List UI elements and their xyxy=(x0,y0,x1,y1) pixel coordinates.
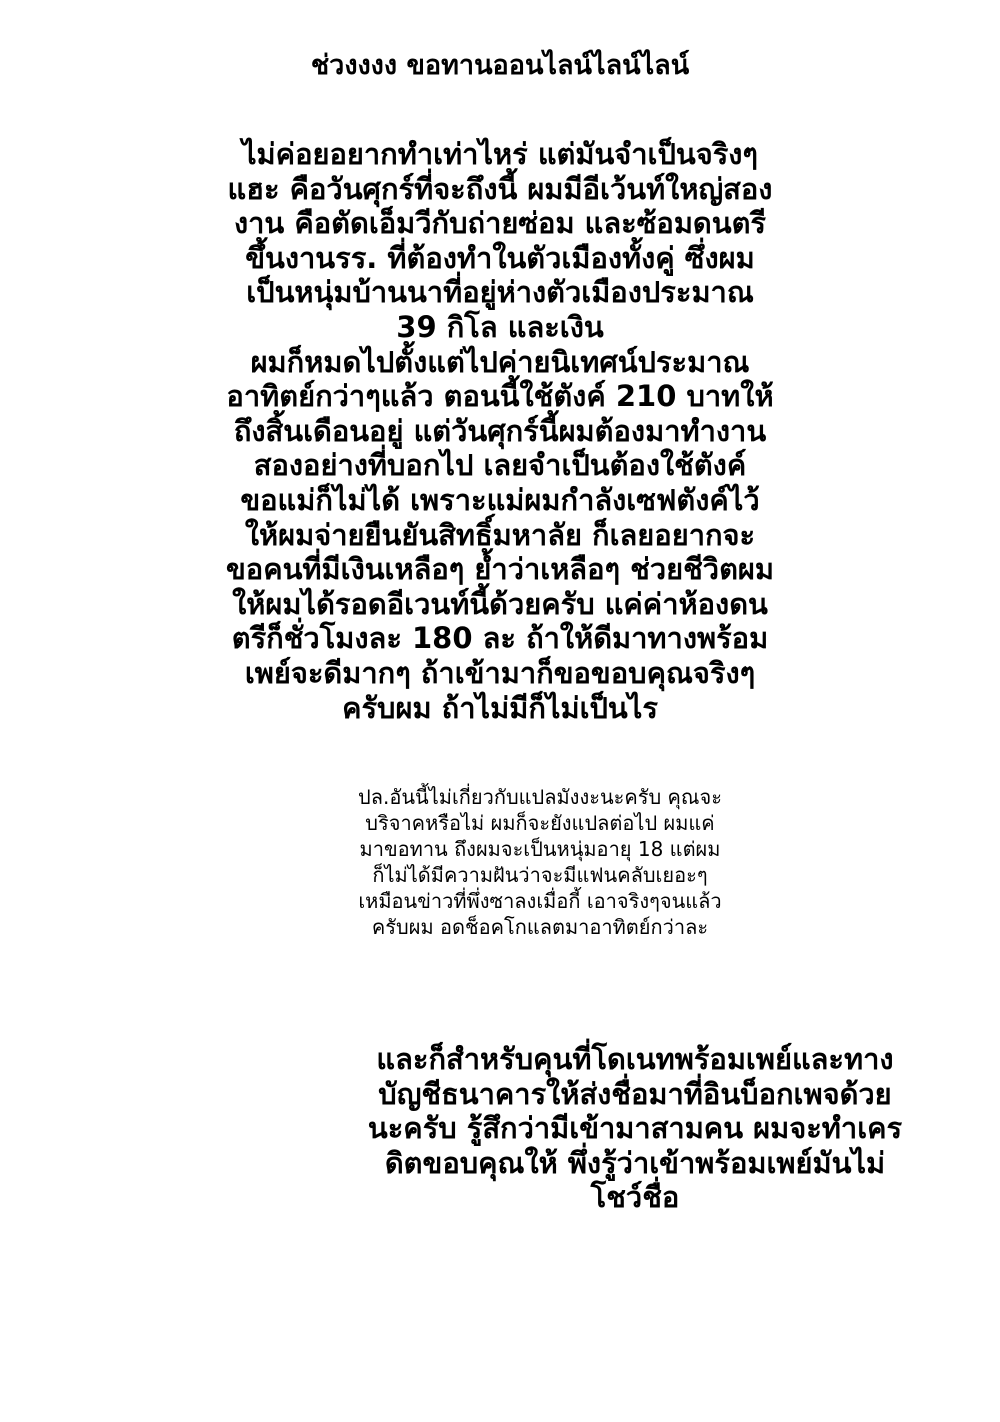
note-text-line: ครับผม อดช็อคโกแลตมาอาทิตย์กว่าละ xyxy=(371,915,709,939)
main-text-line: สองอย่างที่บอกไป เลยจำเป็นต้องใช้ตังค์ xyxy=(253,448,747,483)
page-title: ช่วงงงง ขอทานออนไลน์ไลน์ไลน์ xyxy=(310,50,690,81)
note-text-line: เหมือนข่าวที่พึ่งซาลงเมื่อกี้ เอาจริงๆจนแล้ว xyxy=(358,889,722,913)
credit-text-line: บัญชีธนาคารให้ส่งชื่อมาที่อินบ็อกเพจด้วย xyxy=(378,1076,892,1111)
main-text-line: แฮะ คือวันศุกร์ที่จะถึงนี้ ผมมีอีเว้นท์ใหญ่สอง xyxy=(227,171,773,206)
main-text-line: เป็นหนุ่มบ้านนาที่อยู่ห่างตัวเมืองประมาณ xyxy=(246,275,754,310)
main-text-line: อาทิตย์กว่าๆแล้ว ตอนนี้ใช้ตังค์ 210 บาทให้ xyxy=(226,379,774,414)
credit-text-line: โชว์ชื่อ xyxy=(590,1180,680,1215)
main-text-line: ให้ผมได้รอดอีเวนท์นี้ด้วยครับ แค่ค่าห้องดน xyxy=(232,586,768,621)
main-text-line: ผมก็หมดไปตั้งแต่ไปค่ายนิเทศน์ประมาณ xyxy=(250,344,750,379)
main-text-line: ครับผม ถ้าไม่มีก็ไม่เป็นไร xyxy=(342,690,658,725)
main-text-line: 39 กิโล และเงิน xyxy=(396,309,604,344)
main-text-line: ถึงสิ้นเดือนอยู่ แต่วันศุกร์นี้ผมต้องมาทำงาน xyxy=(233,413,767,448)
note-text-line: ก็ไม่ได้มีความฝันว่าจะมีแฟนคลับเยอะๆ xyxy=(372,863,708,887)
credit-text-line: นะครับ รู้สึกว่ามีเข้ามาสามคน ผมจะทำเคร xyxy=(367,1111,903,1146)
main-text-line: ให้ผมจ่ายยืนยันสิทธิ์มหาลัย ก็เลยอยากจะ xyxy=(244,517,756,552)
main-message xyxy=(140,137,860,725)
postscript-note xyxy=(280,784,800,940)
note-text-line: ปล.อันนี้ไม่เกี่ยวกับแปลมังงะนะครับ คุณจะ xyxy=(358,785,722,809)
donor-credit-message xyxy=(330,1042,940,1215)
note-text-line: มาขอทาน ถึงผมจะเป็นหนุ่มอายุ 18 แต่ผม xyxy=(359,837,721,861)
main-text-line: ขอแม่ก็ไม่ได้ เพราะแม่ผมกำลังเซฟตังค์ไว้ xyxy=(240,482,760,517)
main-text-line: งาน คือตัดเอ็มวีกับถ่ายซ่อม และซ้อมดนตรี xyxy=(233,206,766,241)
main-text-line: เพย์จะดีมากๆ ถ้าเข้ามาก็ขอขอบคุณจริงๆ xyxy=(244,655,756,690)
main-text-line: ขึ้นงานรร. ที่ต้องทำในตัวเมืองทั้งคู่ ซึ่งผม xyxy=(245,240,755,275)
note-text-line: บริจาคหรือไม่ ผมก็จะยังแปลต่อไป ผมแค่ xyxy=(365,811,715,835)
main-text-line: ตรีก็ชั่วโมงละ 180 ละ ถ้าให้ดีมาทางพร้อม xyxy=(231,621,769,656)
credit-text-line: ดิตขอบคุณให้ พึ่งรู้ว่าเข้าพร้อมเพย์มันไม่ xyxy=(384,1145,886,1180)
main-text-line: ขอคนที่มีเงินเหลือๆ ย้ำว่าเหลือๆ ช่วยชีวิตผม xyxy=(225,552,775,587)
main-text-line: ไม่ค่อยอยากทำเท่าไหร่ แต่มันจำเป็นจริงๆ xyxy=(241,137,759,171)
credit-text-line: และก็สำหรับคุนที่โดเนทพร้อมเพย์และทาง xyxy=(376,1042,894,1076)
